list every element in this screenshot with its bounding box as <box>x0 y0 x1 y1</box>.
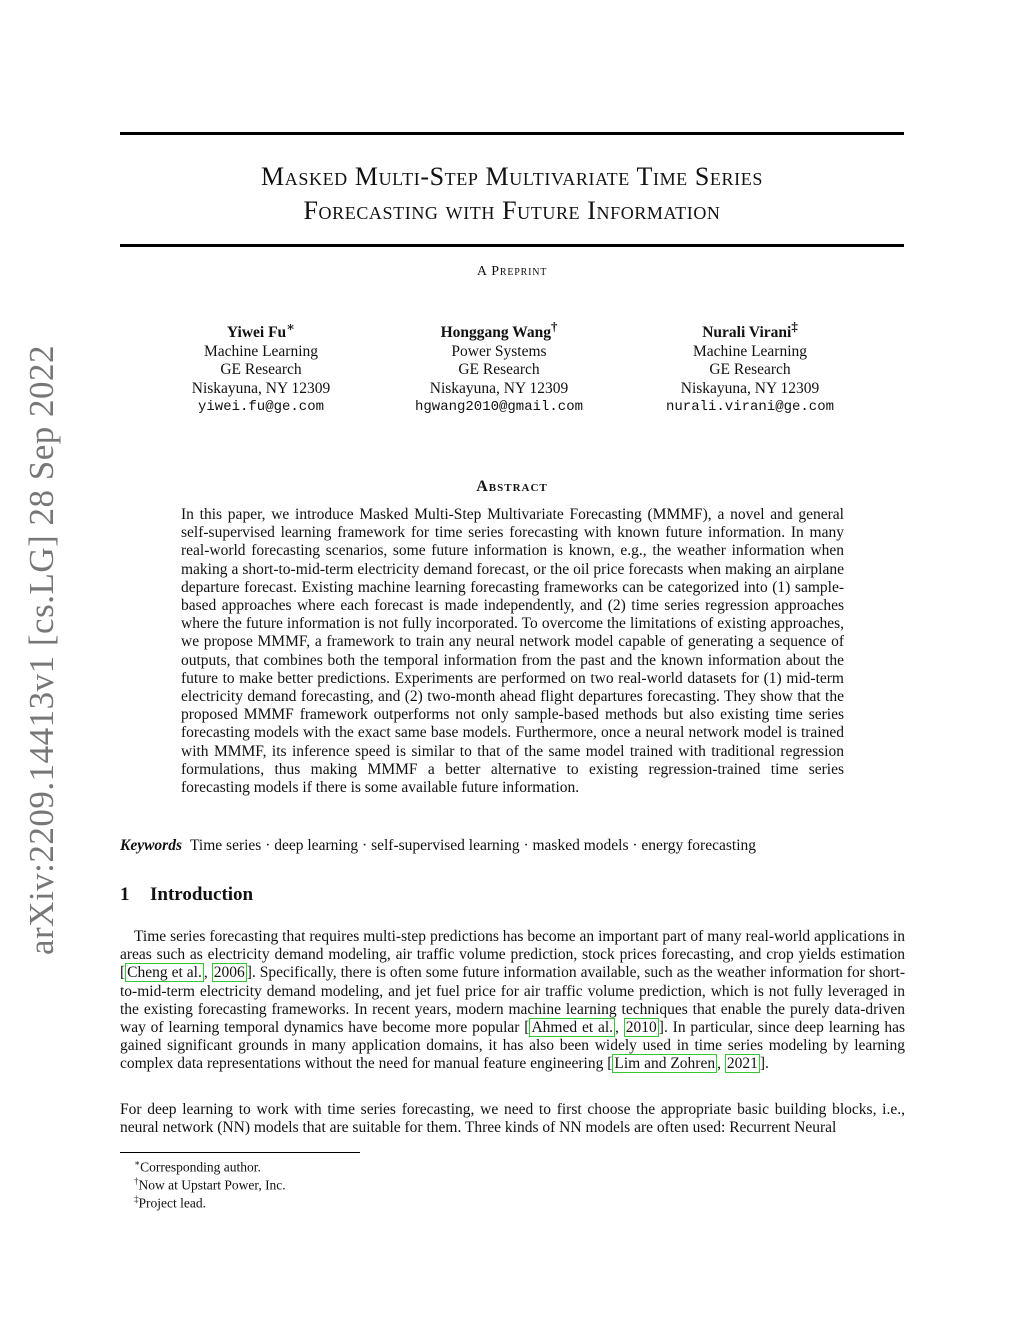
author-email: hgwang2010@gmail.com <box>414 399 584 416</box>
section-number: 1 <box>120 884 130 905</box>
author-block-1 <box>136 318 386 417</box>
author-city: Niskayuna, NY 12309 <box>429 379 569 397</box>
title-rule-bottom <box>120 244 904 247</box>
author-name: Honggang Wang† <box>440 319 558 342</box>
title-rule-top <box>120 132 904 135</box>
arxiv-stamp-text: arXiv:2209.14413v1 [cs.LG] 28 Sep 2022 <box>22 344 61 956</box>
author-org: GE Research <box>458 361 540 379</box>
author-name: Nurali Virani‡ <box>702 319 798 342</box>
keywords-line <box>120 837 904 855</box>
footnote-3: ‡Project lead. <box>134 1194 206 1211</box>
author-city: Niskayuna, NY 12309 <box>191 379 331 397</box>
author-email: nurali.virani@ge.com <box>665 399 835 416</box>
keywords-label: Keywords <box>120 837 182 854</box>
citation-year-link[interactable]: 2006 <box>213 964 245 982</box>
citation-link[interactable]: Ahmed et al. <box>531 1019 614 1037</box>
citation-year-link[interactable]: 2021 <box>726 1055 758 1073</box>
author-org: GE Research <box>220 361 302 379</box>
section-title: Introduction <box>150 884 254 905</box>
footnote-2: †Now at Upstart Power, Inc. <box>134 1176 286 1193</box>
title-line-2: Forecasting with Future Information <box>303 196 721 225</box>
title-line-1: Masked Multi-Step Multivariate Time Series <box>261 162 763 191</box>
author-email: yiwei.fu@ge.com <box>197 399 325 416</box>
keywords-list: Time series · deep learning · self-supervised learning · masked models · energy forecasting <box>190 837 757 854</box>
abstract-heading: Abstract <box>476 478 548 495</box>
author-dept: Machine Learning <box>203 342 319 360</box>
paper-title <box>120 160 904 228</box>
author-dept: Machine Learning <box>692 342 808 360</box>
footnote-rule <box>120 1152 360 1153</box>
section-heading <box>120 884 253 906</box>
citation-year-link[interactable]: 2010 <box>625 1019 657 1037</box>
citation-link[interactable]: Cheng et al. <box>127 964 202 982</box>
abstract-text: In this paper, we introduce Masked Multi-Step Multivariate Forecasting (MMMF), a novel and general self-supervised learning framework for time series forecasting with known future information. In many real-world forecasting scenarios, some future information is known, e.g., the weather information when making a short-to-mid-term electricity demand forecast, or the oil price forecasts when making an airplane departure forecast. Existing machine learning forecasting frameworks can be categorized into (1) sample-based approaches where each forecast is made independently, and (2) time series regression approaches where the future information is not fully incorporated. To overcome the limitations of existing approaches, we propose MMMF, a framework to train any neural network model capable of generating a sequence of outputs, that combines both the temporal information from the past and the known information about the future to make better predictions. Experiments are performed on two real-world datasets for (1) mid-term electricity demand forecasting, and (2) two-month ahead flight departures forecasting. They show that the proposed MMMF framework outperforms not only sample-based methods but also existing time series forecasting models with the exact same base models. Furthermore, once a neural network model is trained with MMMF, its inference speed is similar to that of the same model trained with traditional regression formulations, thus making MMMF a better alternative to existing regression-trained time series forecasting models if there is some available future information. <box>181 506 844 797</box>
author-org: GE Research <box>709 361 791 379</box>
footnote-1: ∗Corresponding author. <box>134 1158 261 1175</box>
citation-link[interactable]: Lim and Zohren <box>614 1055 716 1073</box>
author-name: Yiwei Fu∗ <box>226 319 296 342</box>
preprint-label: A Preprint <box>476 264 548 279</box>
intro-paragraph-1: Time series forecasting that requires multi-step predictions has become an important part of many real-world applications in areas such as electricity demand modeling, air traffic volume prediction, stock prices forecasting, and crop yields estimation [ Cheng et al. , 2006 ]. Specifically, there is often some future information available, such as the weather information for short-to-mid-term electricity demand modeling, and jet fuel price for air traffic volume prediction, which is not fully leveraged in the existing forecasting frameworks. In recent years, modern machine learning techniques that enable the purely data-driven way of learning temporal dynamics have become more popular [ Ahmed et al. , 2010 ]. In particular, since deep learning has gained significant grounds in many application domains, it has also been widely used in time series modeling by learning complex data representations without the need for manual feature engineering [ Lim and Zohren , 2021 ]. <box>120 928 906 1073</box>
author-block-3 <box>625 318 875 417</box>
author-block-2 <box>374 318 624 417</box>
author-city: Niskayuna, NY 12309 <box>680 379 820 397</box>
intro-paragraph-2: For deep learning to work with time series forecasting, we need to first choose the appropriate basic building blocks, i.e., neural network (NN) models that are suitable for them. Three kinds of NN models are often used: Recurrent Neural <box>120 1101 905 1137</box>
author-dept: Power Systems <box>451 342 547 360</box>
